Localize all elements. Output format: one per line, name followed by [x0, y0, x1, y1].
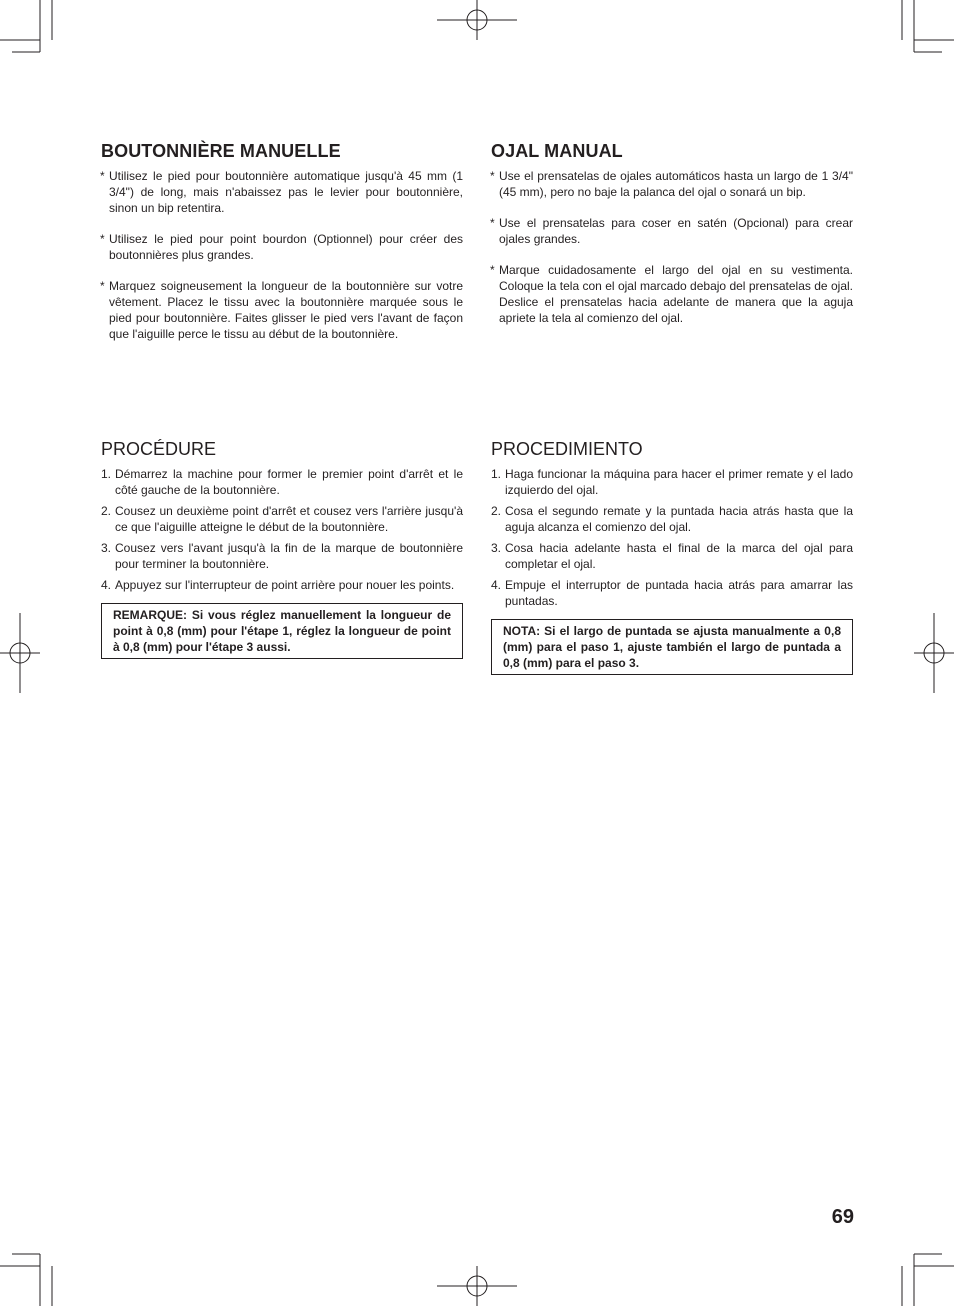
french-manual-buttonhole-section [101, 140, 463, 357]
french-step-list [101, 466, 463, 593]
spanish-step-list [491, 466, 853, 609]
list-item: 1. Haga funcionar la máquina para hacer el primer remate y el lado izquierdo del ojal. [491, 467, 853, 497]
french-bullet-list [101, 168, 463, 342]
spanish-note-box: NOTA: Si el largo de puntada se ajusta manualmente a 0,8 (mm) para el paso 1, ajuste también el largo de puntada a 0,8 (mm) para el paso 3. [491, 619, 853, 675]
list-item: * Utilisez le pied pour boutonnière automatique jusqu'à 45 mm (1 3/4") de long, mais n'abaissez pas le levier pour boutonnière, sinon un bip retentira. [100, 169, 463, 215]
french-procedure-section [101, 438, 463, 659]
list-item: 1. Démarrez la machine pour former le premier point d'arrêt et le côté gauche de la boutonnière. [101, 467, 463, 497]
french-manual-title: BOUTONNIÈRE MANUELLE [101, 141, 341, 161]
list-item: 3. Cosa hacia adelante hasta el final de la marca del ojal para completar el ojal. [491, 541, 853, 571]
page-number: 69 [831, 1206, 854, 1228]
list-item: 4. Empuje el interruptor de puntada hacia atrás para amarrar las puntadas. [491, 578, 853, 608]
spanish-procedure-title: PROCEDIMIENTO [491, 439, 643, 459]
list-item: * Marque cuidadosamente el largo del ojal en su vestimenta. Coloque la tela con el ojal marcado debajo del prensatelas de ojal. Deslice el prensatelas hacia adelante de manera que la aguja apriete la tela al comienzo del ojal. [490, 263, 853, 325]
spanish-bullet-list [491, 168, 853, 326]
spanish-manual-buttonhole-section [491, 140, 853, 341]
spanish-manual-title: OJAL MANUAL [491, 141, 623, 161]
list-item: * Use el prensatelas de ojales automáticos hasta un largo de 1 3/4" (45 mm), pero no baje la palanca del ojal o sonará un bip. [490, 169, 853, 199]
list-item: 4. Appuyez sur l'interrupteur de point arrière pour nouer les points. [101, 578, 455, 592]
list-item: * Marquez soigneusement la longueur de la boutonnière sur votre vêtement. Placez le tissu avec la boutonnière marquée sous le pied pour boutonnière. Faites glisser le pied vers l'avant de façon que l'aiguille perce le tissu au début de la boutonnière. [100, 279, 463, 341]
list-item: 3. Cousez vers l'avant jusqu'à la fin de la marque de boutonnière pour terminer la boutonnière. [101, 541, 463, 571]
french-note-box: REMARQUE: Si vous réglez manuellement la longueur de point à 0,8 (mm) pour l'étape 1, réglez la longueur de point à 0,8 (mm) pour l'étape 3 aussi. [101, 603, 463, 659]
french-procedure-title: PROCÉDURE [101, 439, 217, 459]
list-item: 2. Cosa el segundo remate y la puntada hacia atrás hasta que la aguja alcanza el comienzo del ojal. [491, 504, 853, 534]
spanish-procedure-section [491, 438, 853, 675]
list-item: 2. Cousez un deuxième point d'arrêt et cousez vers l'arrière jusqu'à ce que l'aiguille atteigne le début de la boutonnière. [101, 504, 463, 534]
list-item: * Use el prensatelas para coser en satén (Opcional) para crear ojales grandes. [490, 216, 853, 246]
list-item: * Utilisez le pied pour point bourdon (Optionnel) pour créer des boutonnières plus grandes. [100, 232, 463, 262]
